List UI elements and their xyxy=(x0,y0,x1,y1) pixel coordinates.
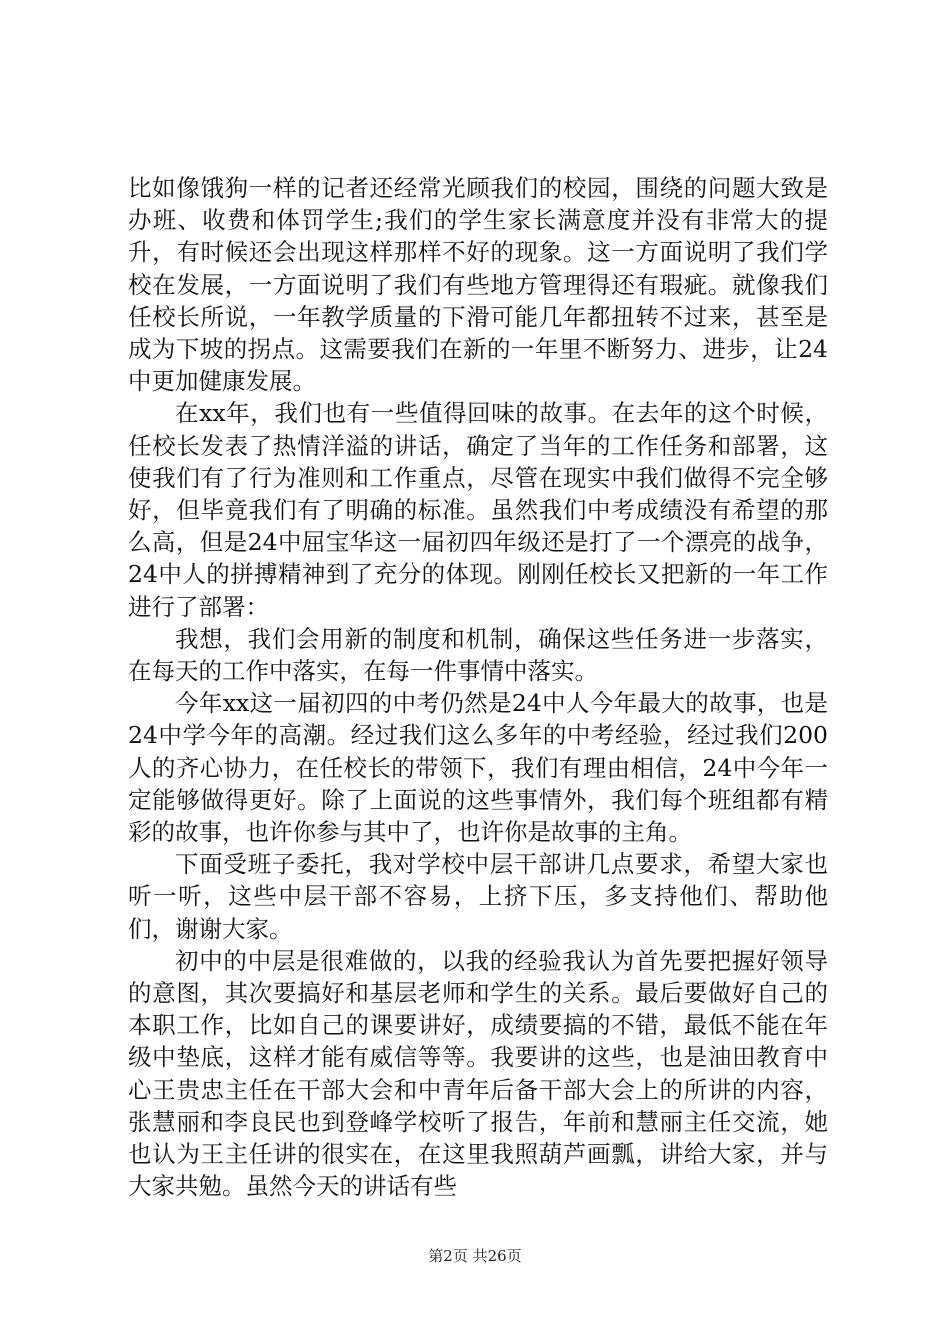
paragraph: 初中的中层是很难做的，以我的经验我认为首先要把握好领导的意图，其次要搞好和基层老师和学生的关系。最后要做好自己的本职工作，比如自己的课要讲好，成绩要搞的不错，最低不能在年级中垫底，这样才能有威信等等。我要讲的这些，也是油田教育中心王贵忠主任在干部大会和中青年后备干部大会上的所讲的内容，张慧丽和李良民也到登峰学校听了报告，年前和慧丽主任交流，她也认为王主任讲的很实在，在这里我照葫芦画瓢，讲给大家，并与大家共勉。虽然今天的讲话有些 xyxy=(128,946,828,1201)
document-body xyxy=(128,172,828,1203)
paragraph: 我想，我们会用新的制度和机制，确保这些任务进一步落实，在每天的工作中落实，在每一件事情中落实。 xyxy=(128,624,828,686)
paragraph: 比如像饿狗一样的记者还经常光顾我们的校园，围绕的问题大致是办班、收费和体罚学生;我们的学生家长满意度并没有非常大的提升，有时候还会出现这样那样不好的现象。这一方面说明了我们学校在发展，一方面说明了我们有些地方管理得还有瑕疵。就像我们任校长所说，一年教学质量的下滑可能几年都扭转不过来，甚至是成为下坡的拐点。这需要我们在新的一年里不断努力、进步，让24中更加健康发展。 xyxy=(128,174,828,396)
paragraph: 今年xx这一届初四的中考仍然是24中人今年最大的故事，也是24中学今年的高潮。经过我们这么多年的中考经验，经过我们200人的齐心协力，在任校长的带领下，我们有理由相信，24中今年一定能够做得更好。除了上面说的这些事情外，我们每个班组都有精彩的故事，也许你参与其中了，也许你是故事的主角。 xyxy=(128,689,828,847)
paragraph: 下面受班子委托，我对学校中层干部讲几点要求，希望大家也听一听，这些中层干部不容易，上挤下压，多支持他们、帮助他们，谢谢大家。 xyxy=(128,850,828,943)
page-number-footer: 第2页 共26页 xyxy=(428,1247,522,1265)
paragraph: 在xx年，我们也有一些值得回味的故事。在去年的这个时候，任校长发表了热情洋溢的讲话，确定了当年的工作任务和部署，这使我们有了行为准则和工作重点，尽管在现实中我们做得不完全够好，但毕竟我们有了明确的标准。虽然我们中考成绩没有希望的那么高，但是24中屈宝华这一届初四年级还是打了一个漂亮的战争，24中人的拼搏精神到了充分的体现。刚刚任校长又把新的一年工作进行了部署： xyxy=(128,399,828,621)
